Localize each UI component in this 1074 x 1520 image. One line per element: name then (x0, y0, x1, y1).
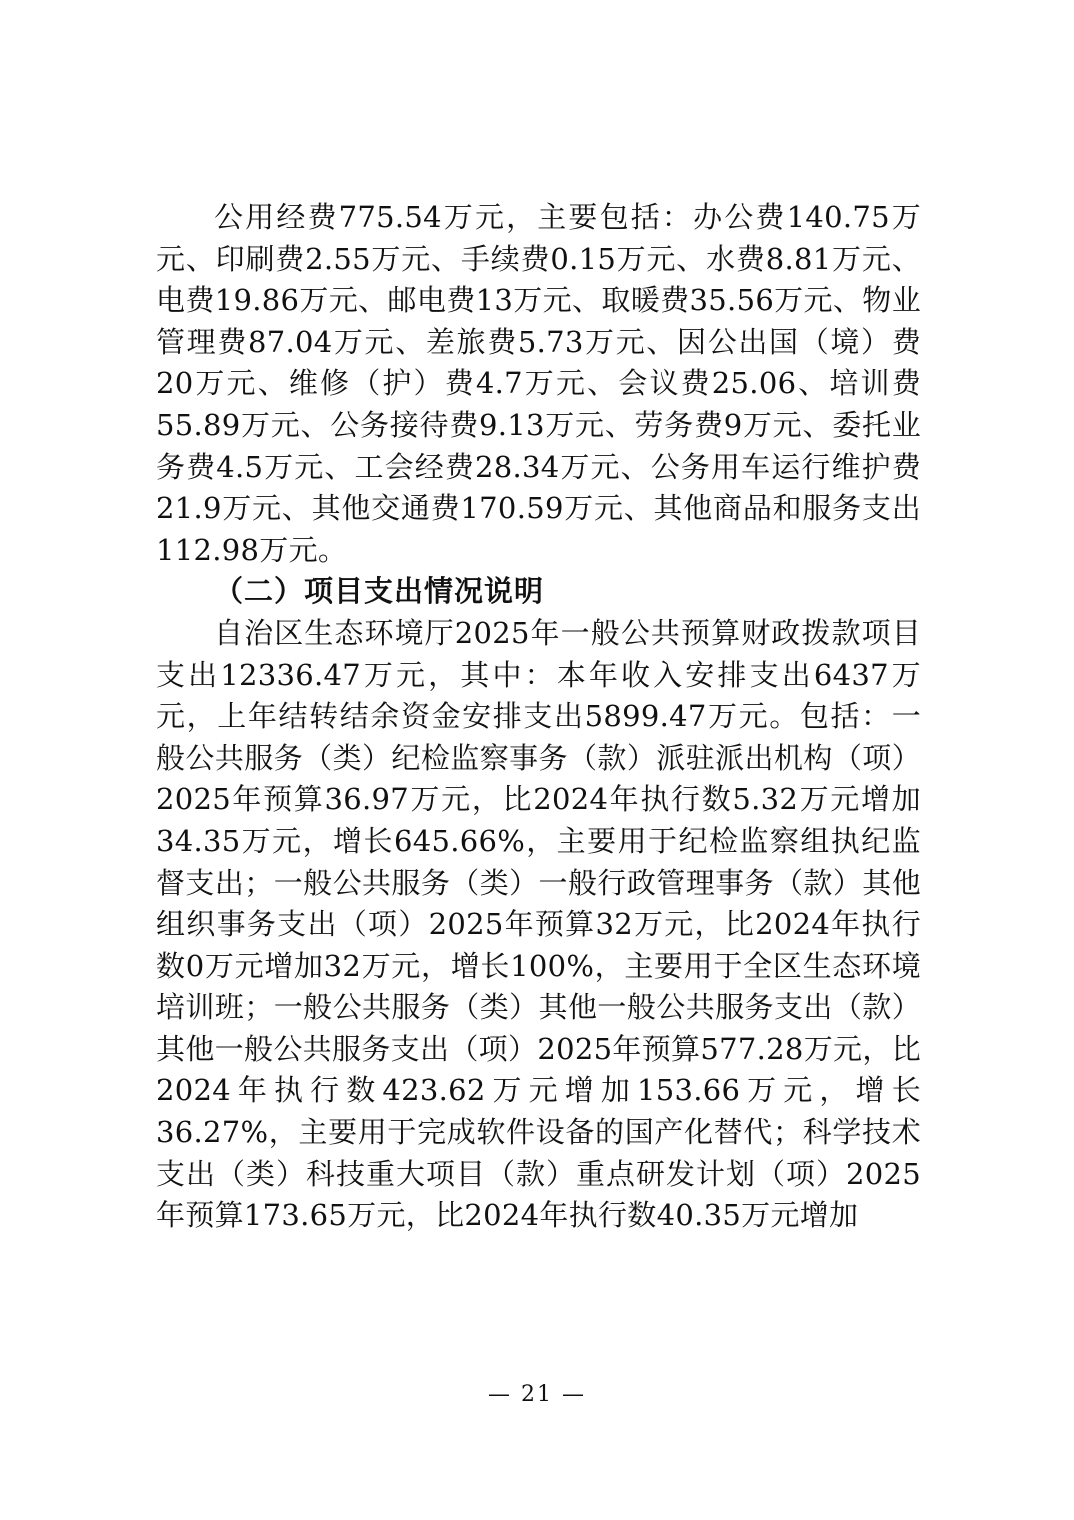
document-body (156, 197, 921, 1237)
page-number: — 21 — (488, 1382, 586, 1407)
paragraph-public-expenses: 公用经费775.54万元，主要包括：办公费140.75万元、印刷费2.55万元、手续费0.15万元、水费8.81万元、电费19.86万元、邮电费13万元、取暖费35.56万元、物业管理费87.04万元、差旅费5.73万元、因公出国（境）费20万元、维修（护）费4.7万元、会议费25.06、培训费55.89万元、公务接待费9.13万元、劳务费9万元、委托业务费4.5万元、工会经费28.34万元、公务用车运行维护费21.9万元、其他交通费170.59万元、其他商品和服务支出112.98万元。 (156, 200, 921, 567)
section-heading-project-expenditure: （二）项目支出情况说明 (214, 574, 545, 609)
paragraph-project-expenditure: 自治区生态环境厅2025年一般公共预算财政拨款项目支出12336.47万元，其中：本年收入安排支出6437万元，上年结转结余资金安排支出5899.47万元。包括：一般公共服务（类）纪检监察事务（款）派驻派出机构（项）2025年预算36.97万元，比2024年执行数5.32万元增加34.35万元，增长645.66%，主要用于纪检监察组执纪监督支出；一般公共服务（类）一般行政管理事务（款）其他组织事务支出（项）2025年预算32万元，比2024年执行数0万元增加32万元，增长100%，主要用于全区生态环境培训班；一般公共服务（类）其他一般公共服务支出（款）其他一般公共服务支出（项）2025年预算577.28万元，比2024年执行数423.62万元增加153.66万元，增长36.27%，主要用于完成软件设备的国产化替代；科学技术支出（类）科技重大项目（款）重点研发计划（项）2025年预算173.65万元，比2024年执行数40.35万元增加 (156, 615, 921, 1233)
